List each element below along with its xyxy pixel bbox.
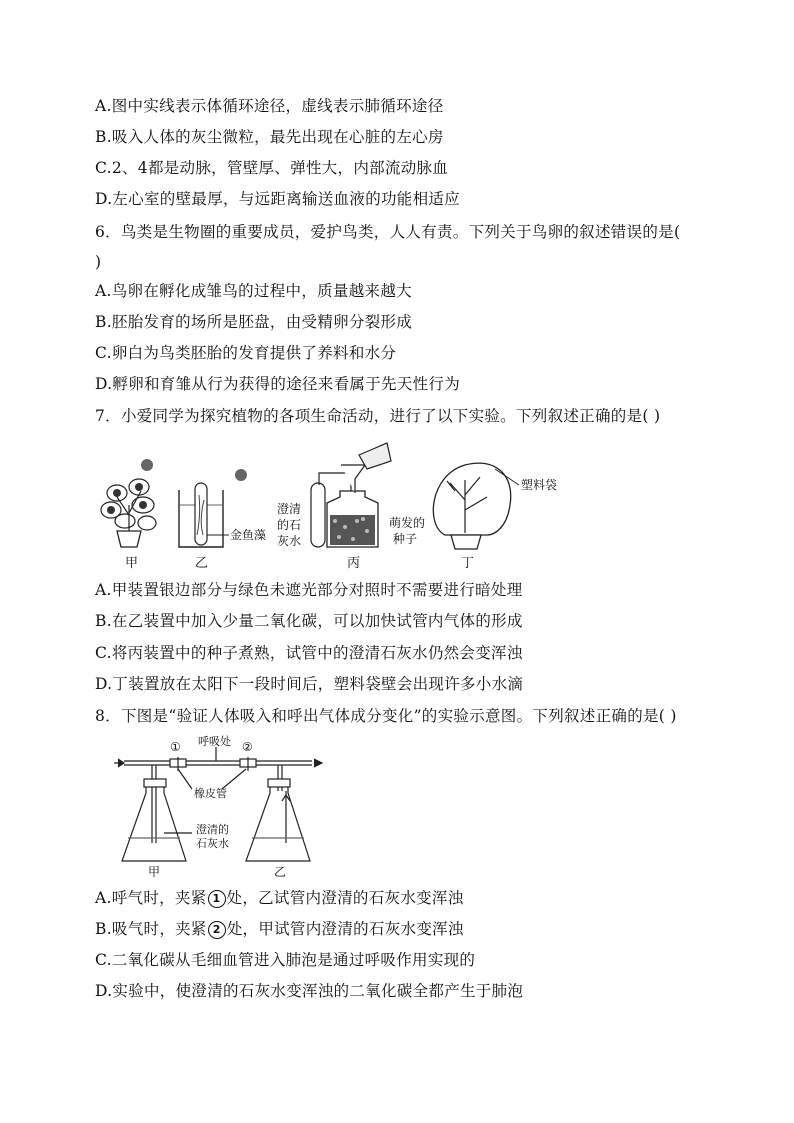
q8-option-b-pre: B.吸气时，夹紧 bbox=[95, 920, 207, 938]
label-jinyuzao: 金鱼藻 bbox=[230, 528, 267, 542]
label-bing: 丙 bbox=[347, 556, 361, 571]
label-xiangpiguan: 橡皮管 bbox=[194, 787, 227, 800]
q5-option-d: D.左心室的壁最厚，与远距离输送血液的功能相适应 bbox=[95, 190, 461, 208]
chengqing-1: 澄清 bbox=[277, 502, 302, 516]
ding-setup bbox=[433, 463, 557, 571]
q7-option-a: A.甲装置银边部分与绿色未遮光部分对照时不需要进行暗处理 bbox=[95, 581, 523, 599]
label-suliaodai: 塑料袋 bbox=[521, 478, 558, 492]
q8-stem: 8．下图是“验证人体吸入和呼出气体成分变化”的实验示意图。下列叙述正确的是( ) bbox=[95, 707, 677, 725]
label-yi: 乙 bbox=[195, 556, 209, 571]
q6-stem: 6．鸟类是生物圈的重要成员，爱护鸟类，人人有责。下列关于鸟卵的叙述错误的是( bbox=[95, 223, 681, 241]
sun-icon bbox=[235, 469, 247, 481]
chengqing-3: 灰水 bbox=[277, 534, 302, 548]
chengqing-2: 的石 bbox=[277, 518, 302, 532]
sun-icon bbox=[141, 459, 153, 471]
q8-option-a-pre: A.呼气时，夹紧 bbox=[95, 889, 207, 907]
q8-option-d: D.实验中，使澄清的石灰水变浑浊的二氧化碳全都产生于肺泡 bbox=[95, 982, 524, 1000]
q8-option-a-post: 处，乙试管内澄清的石灰水变浑浊 bbox=[226, 889, 464, 907]
q6-option-b: B.胚胎发育的场所是胚盘，由受精卵分裂形成 bbox=[95, 313, 413, 331]
q6-option-c: C.卵白为鸟类胚胎的发育提供了养料和水分 bbox=[95, 344, 397, 362]
label-jia: 甲 bbox=[148, 865, 161, 879]
q8-option-b bbox=[95, 919, 464, 939]
q6-option-a: A.鸟卵在孵化成雏鸟的过程中，质量越来越大 bbox=[95, 282, 412, 300]
q5-option-c: C.2、4都是动脉，管壁厚、弹性大，内部流动脉血 bbox=[95, 159, 449, 177]
label-clip-2: ② bbox=[242, 740, 253, 754]
label-ding: 丁 bbox=[461, 556, 475, 571]
circled-number-2: 2 bbox=[208, 921, 226, 939]
q6-stem-end: ) bbox=[95, 253, 102, 271]
bing-setup bbox=[277, 443, 425, 571]
label-huxichu: 呼吸处 bbox=[198, 735, 231, 748]
jia-setup bbox=[101, 459, 156, 571]
q7-option-c: C.将丙装置中的种子煮熟，试管中的澄清石灰水仍然会变浑浊 bbox=[95, 644, 523, 662]
label-clip-1: ① bbox=[170, 740, 181, 754]
q8-breathing-apparatus-figure bbox=[112, 733, 332, 881]
label-jia: 甲 bbox=[125, 556, 139, 571]
q7-option-d: D.丁装置放在太阳下一段时间后，塑料袋壁会出现许多小水滴 bbox=[95, 675, 524, 693]
q5-option-b: B.吸入人体的灰尘微粒，最先出现在心脏的左心房 bbox=[95, 128, 444, 146]
q8-option-a bbox=[95, 888, 464, 908]
q7-option-b: B.在乙装置中加入少量二氧化碳，可以加快试管内气体的形成 bbox=[95, 612, 523, 630]
label-yi: 乙 bbox=[274, 865, 287, 879]
label-chengqing-1: 澄清的 bbox=[196, 823, 229, 836]
mengfa-1: 萌发的 bbox=[389, 516, 426, 530]
yi-setup bbox=[179, 469, 266, 571]
q8-option-b-post: 处，甲试管内澄清的石灰水变浑浊 bbox=[226, 920, 464, 938]
q6-option-d: D.孵卵和育雏从行为获得的途径来看属于先天性行为 bbox=[95, 375, 461, 393]
mengfa-2: 种子 bbox=[393, 532, 418, 546]
label-chengqing-2: 石灰水 bbox=[196, 837, 229, 850]
q7-experiment-figure bbox=[95, 435, 585, 575]
q7-stem: 7．小爱同学为探究植物的各项生命活动，进行了以下实验。下列叙述正确的是( ) bbox=[95, 407, 661, 425]
q5-option-a: A.图中实线表示体循环途径，虚线表示肺循环途径 bbox=[95, 97, 444, 115]
q8-option-c: C.二氧化碳从毛细血管进入肺泡是通过呼吸作用实现的 bbox=[95, 951, 476, 969]
circled-number-1: 1 bbox=[208, 890, 226, 908]
